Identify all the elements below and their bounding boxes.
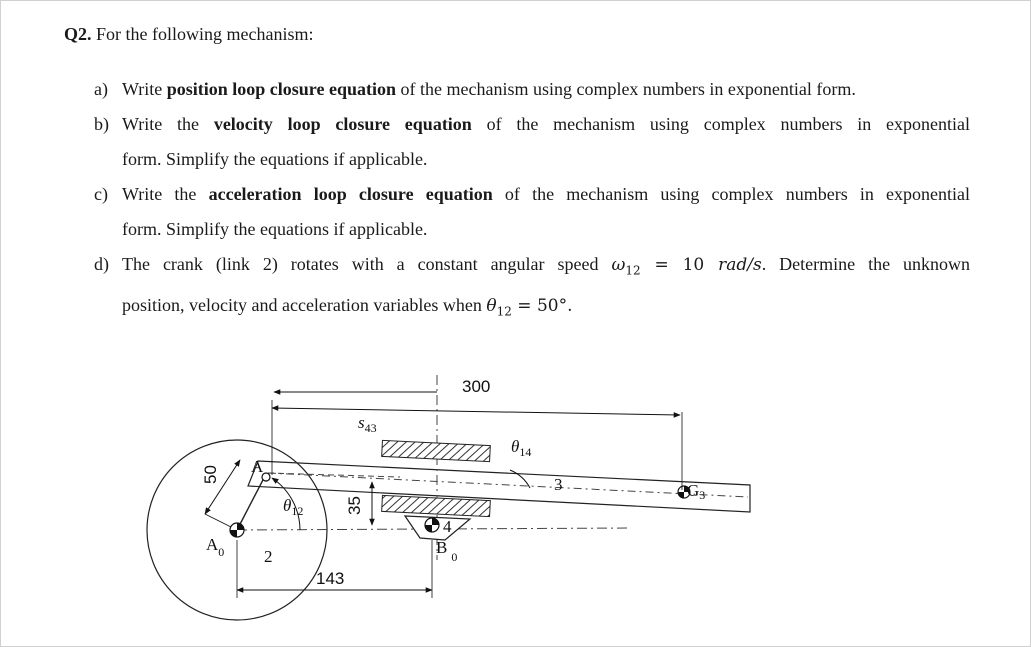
omega-subscript: 12 [625, 263, 641, 278]
item-text-bold: position loop closure equation [166, 79, 396, 99]
dim-143-label: 143 [316, 569, 345, 588]
g3-label: G3 [687, 481, 706, 502]
item-text-bold: velocity loop closure equation [213, 114, 472, 134]
item-text-bold: acceleration loop closure equation [208, 184, 493, 204]
theta14-label: $\theta_{14}$ [511, 437, 532, 459]
pivot-b0-label: B $_0$ [436, 538, 458, 564]
link-3-label: 3 [554, 475, 563, 494]
dim-300-label: 300 [462, 377, 491, 396]
theta-subscript: 12 [496, 304, 512, 319]
item-label: c) [94, 184, 108, 204]
item-text-pre: The crank (link 2) rotates with a constant angular speed [122, 254, 612, 274]
link-2-crank [237, 476, 265, 530]
slider-upper-guide [382, 440, 491, 461]
item-text-pre: Write [122, 79, 167, 99]
item-text-line2: form. Simplify the equations if applicable. [122, 149, 428, 169]
dimension-s43-line [272, 408, 680, 415]
link-4-label: 4 [443, 517, 452, 536]
item-label: d) [94, 254, 109, 274]
question-number: Q2. [64, 24, 92, 44]
item-label: b) [94, 114, 109, 134]
theta-char: θ [486, 296, 497, 317]
dim-35-label: 35 [345, 496, 364, 515]
item-text-post: . Determine the unknown [761, 254, 971, 274]
slider-lower-guide [382, 495, 491, 516]
item-text-post: of the mechanism using complex numbers in exponential [492, 184, 971, 204]
omega-equals: = 10 [640, 255, 719, 275]
item-text-pre: Write the [122, 114, 214, 134]
omega-char: ω [611, 255, 626, 275]
item-text-line2-pre: position, velocity and acceleration variables when [122, 295, 487, 316]
theta-value: = 50°. [511, 296, 573, 317]
item-text-post: of the mechanism using complex numbers in exponential [471, 114, 970, 134]
link-3-centerline [268, 473, 748, 497]
pivot-b0 [425, 518, 439, 532]
theta12-label: $\theta_{12}$ [283, 496, 304, 518]
item-text-pre: Write the [122, 184, 209, 204]
link-2-label: 2 [264, 547, 273, 566]
dim-50-label: 50 [201, 465, 220, 484]
joint-a-label: A [251, 457, 264, 476]
item-text-post: of the mechanism using complex numbers in exponential form. [395, 79, 856, 99]
pivot-a0-label: $A_0$ [206, 535, 225, 559]
item-label: a) [94, 79, 108, 99]
question-intro: For the following mechanism: [96, 24, 314, 44]
item-text-line2: form. Simplify the equations if applicable. [122, 219, 428, 239]
s43-label: $s_{43}$ [358, 413, 377, 435]
omega-unit: rad/s [718, 255, 762, 275]
pivot-a0 [230, 523, 244, 537]
